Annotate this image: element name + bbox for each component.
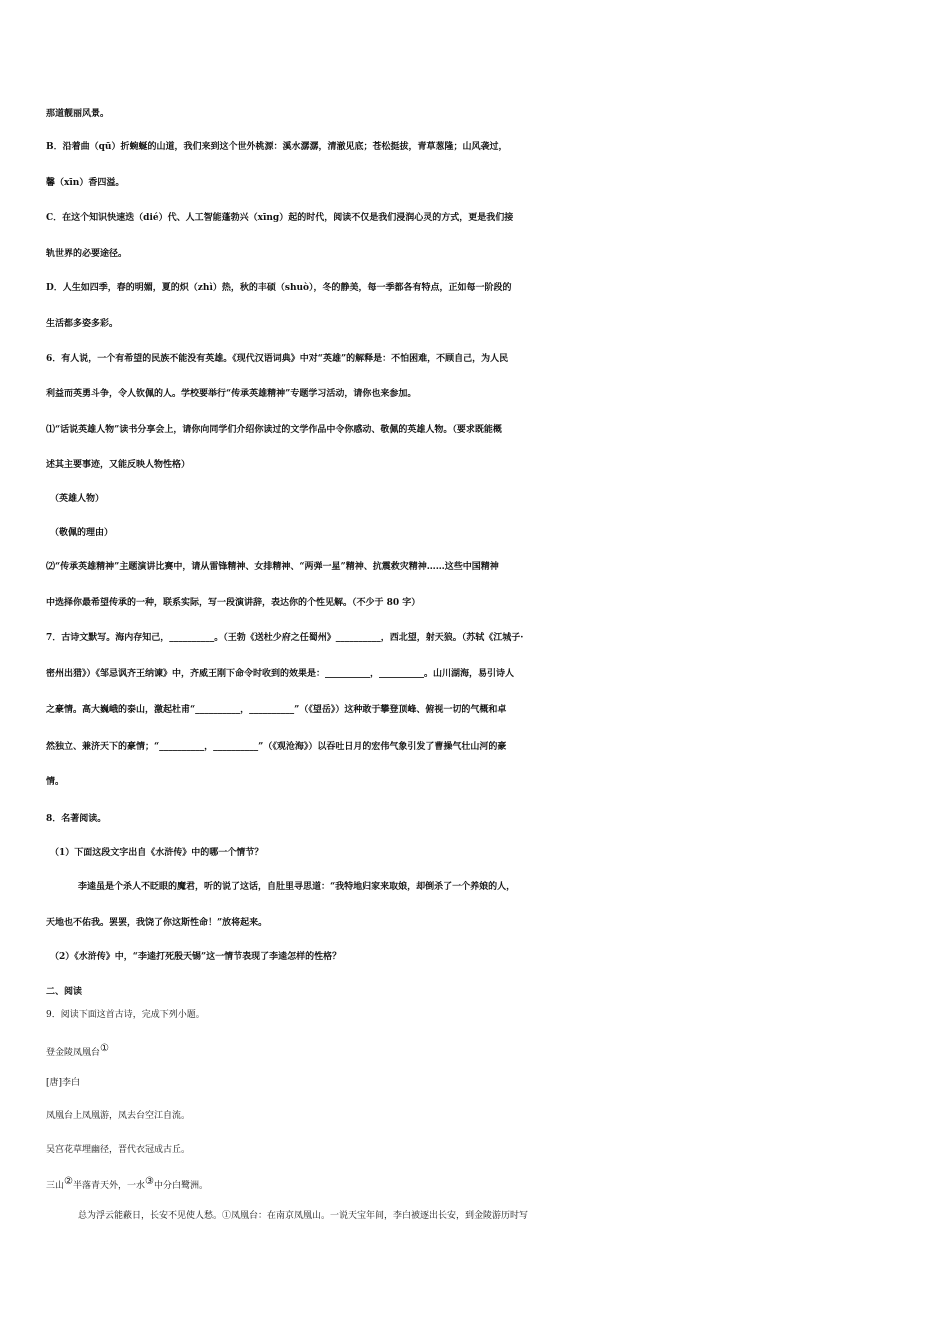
question-6-part1-line1: ⑴“话说英雄人物”读书分享会上，请你向同学们介绍你读过的文学作品中令你感动、敬佩的英雄人物。（要求既能概 xyxy=(46,425,502,435)
reason-label: （敬佩的理由） xyxy=(50,528,114,538)
option-c-line1: C．在这个知识快速迭（dié）代、人工智能蓬勃兴（xīng）起的时代，阅读不仅是我们浸润心灵的方式，更是我们接 xyxy=(46,213,514,223)
question-9: 9．阅读下面这首古诗，完成下列小题。 xyxy=(46,1010,205,1020)
question-8: 8．名著阅读。 xyxy=(46,814,107,824)
poem-line-3-part-b: 半落青天外，一水 xyxy=(72,1181,145,1191)
question-6-part1-line2: 述其主要事迹，又能反映人物性格） xyxy=(46,460,191,470)
poem-note-3: ③ xyxy=(145,1176,154,1187)
poem-author: [唐]李白 xyxy=(46,1078,81,1088)
question-6-part2-line1: ⑵“传承英雄精神”主题演讲比赛中，请从雷锋精神、女排精神、“两弹一星”精神、抗震救灾精神……这些中国精神 xyxy=(46,562,499,572)
poem-line-3 xyxy=(46,1172,916,1196)
poem-line-4-and-notes: 总为浮云能蔽日，长安不见使人愁。①凤凰台：在南京凤凰山。一说天宝年间，李白被逐出长安，到金陵游历时写 xyxy=(78,1211,529,1221)
hero-label: （英雄人物） xyxy=(50,494,105,504)
question-8-quote-line2: 天地也不佑我。罢罢，我饶了你这斯性命！”放将起来。 xyxy=(46,918,268,928)
section-2-heading: 二、阅读 xyxy=(46,987,83,997)
question-7-line1: 7．古诗文默写。海内存知己，__________。（王勃《送杜少府之任蜀州》__________，西北望，射天狼。（苏轼《江城子· xyxy=(46,633,524,643)
question-7-line4: 然独立、兼济天下的豪情；“__________，__________”（《观沧海》）以吞吐日月的宏伟气象引发了曹操气壮山河的豪 xyxy=(46,742,507,752)
poem-line-1: 凤凰台上凤凰游，凤去台空江自流。 xyxy=(46,1111,191,1121)
q5-tail: 那道靓丽风景。 xyxy=(46,109,110,119)
question-6-line2: 利益而英勇斗争，令人钦佩的人。学校要举行“传承英雄精神”专题学习活动，请你也来参加。 xyxy=(46,389,417,399)
question-7-line2: 密州出猎》）《邹忌讽齐王纳谏》中，齐威王刚下命令时收到的效果是：__________，__________。山川湖海，易引诗人 xyxy=(46,669,515,679)
poem-title-text: 登金陵凤凰台 xyxy=(46,1048,101,1058)
question-7-line5: 情。 xyxy=(46,777,65,787)
option-d-line2: 生活都多姿多彩。 xyxy=(46,319,119,329)
option-b-line2: 馨（xīn）香四溢。 xyxy=(46,178,125,188)
question-7-line3: 之豪情。高大巍峨的泰山，激起杜甫“__________，__________”（《望岳》）这种敢于攀登顶峰、俯视一切的气概和卓 xyxy=(46,705,507,715)
question-8-part1: （1）下面这段文字出自《水浒传》中的哪一个情节？ xyxy=(50,848,264,858)
option-c-line2: 轨世界的必要途径。 xyxy=(46,249,128,259)
poem-line-2: 吴宫花草埋幽径，晋代衣冠成古丘。 xyxy=(46,1145,191,1155)
poem-line-3-part-a: 三山 xyxy=(46,1181,65,1191)
option-b-line1: B．沿着曲（qū）折蜿蜒的山道，我们来到这个世外桃源：溪水潺潺，清澈见底；苍松挺拔，青草葱隆；山风袭过， xyxy=(46,142,508,152)
question-6-part2-line2: 中选择你最希望传承的一种，联系实际，写一段演讲辞，表达你的个性见解。（不少于 80 字） xyxy=(46,598,421,608)
poem-note-2: ② xyxy=(64,1176,73,1187)
poem-title-note: ① xyxy=(100,1043,109,1054)
question-6-line1: 6．有人说，一个有希望的民族不能没有英雄。《现代汉语词典》中对“英雄”的解释是：不怕困难，不顾自己，为人民 xyxy=(46,354,509,364)
question-8-quote-line1: 李逵虽是个杀人不眨眼的魔君，听的说了这话，自肚里寻思道：“我特地归家来取娘，却倒杀了一个养娘的人， xyxy=(78,882,516,892)
question-8-part2: （2）《水浒传》中，“李逵打死殷天锡”这一情节表现了李逵怎样的性格？ xyxy=(50,952,342,962)
poem-line-3-part-c: 中分白鹭洲。 xyxy=(153,1181,208,1191)
poem-title xyxy=(46,1039,916,1063)
option-d-line1: D．人生如四季，春的明媚，夏的炽（zhì）热，秋的丰硕（shuò），冬的静美，每一季都各有特点，正如每一阶段的 xyxy=(46,283,512,293)
